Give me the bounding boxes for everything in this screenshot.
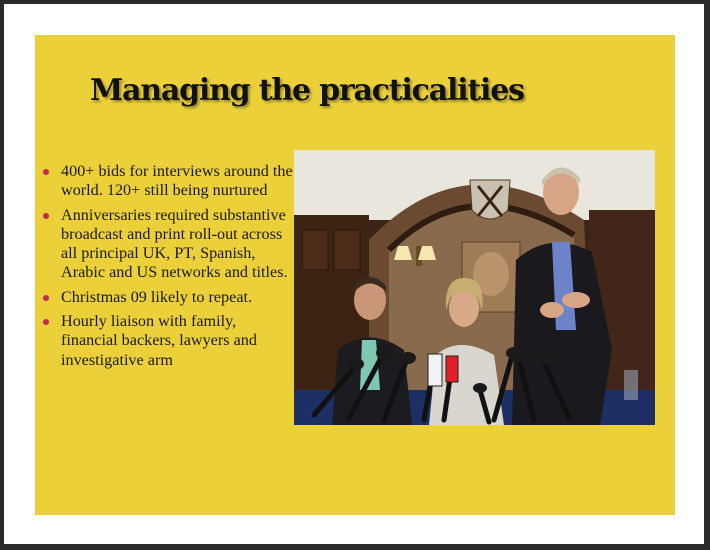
bullet-item	[43, 312, 295, 370]
bullet-marker	[43, 213, 49, 219]
bullet-marker	[43, 169, 49, 175]
page	[4, 4, 704, 544]
press-conference-photo	[294, 150, 655, 425]
bullet-text: 400+ bids for interviews around the world. 120+ still being nurtured	[61, 162, 293, 200]
bullet-item	[43, 288, 295, 307]
bullet-text: Anniversaries required substantive broadcast and print roll-out across all principal UK, PT, Spanish, Arabic and US networks and titles.	[61, 205, 288, 282]
bullet-marker	[43, 319, 49, 325]
bullet-marker	[43, 295, 49, 301]
bullet-list	[43, 162, 295, 375]
bullet-item	[43, 206, 295, 283]
slide-title: Managing the practicalities	[90, 73, 524, 108]
bullet-text: Hourly liaison with family, financial backers, lawyers and investigative arm	[61, 312, 257, 369]
slide	[35, 35, 675, 515]
bullet-item	[43, 162, 295, 201]
bullet-text: Christmas 09 likely to repeat.	[61, 287, 253, 306]
